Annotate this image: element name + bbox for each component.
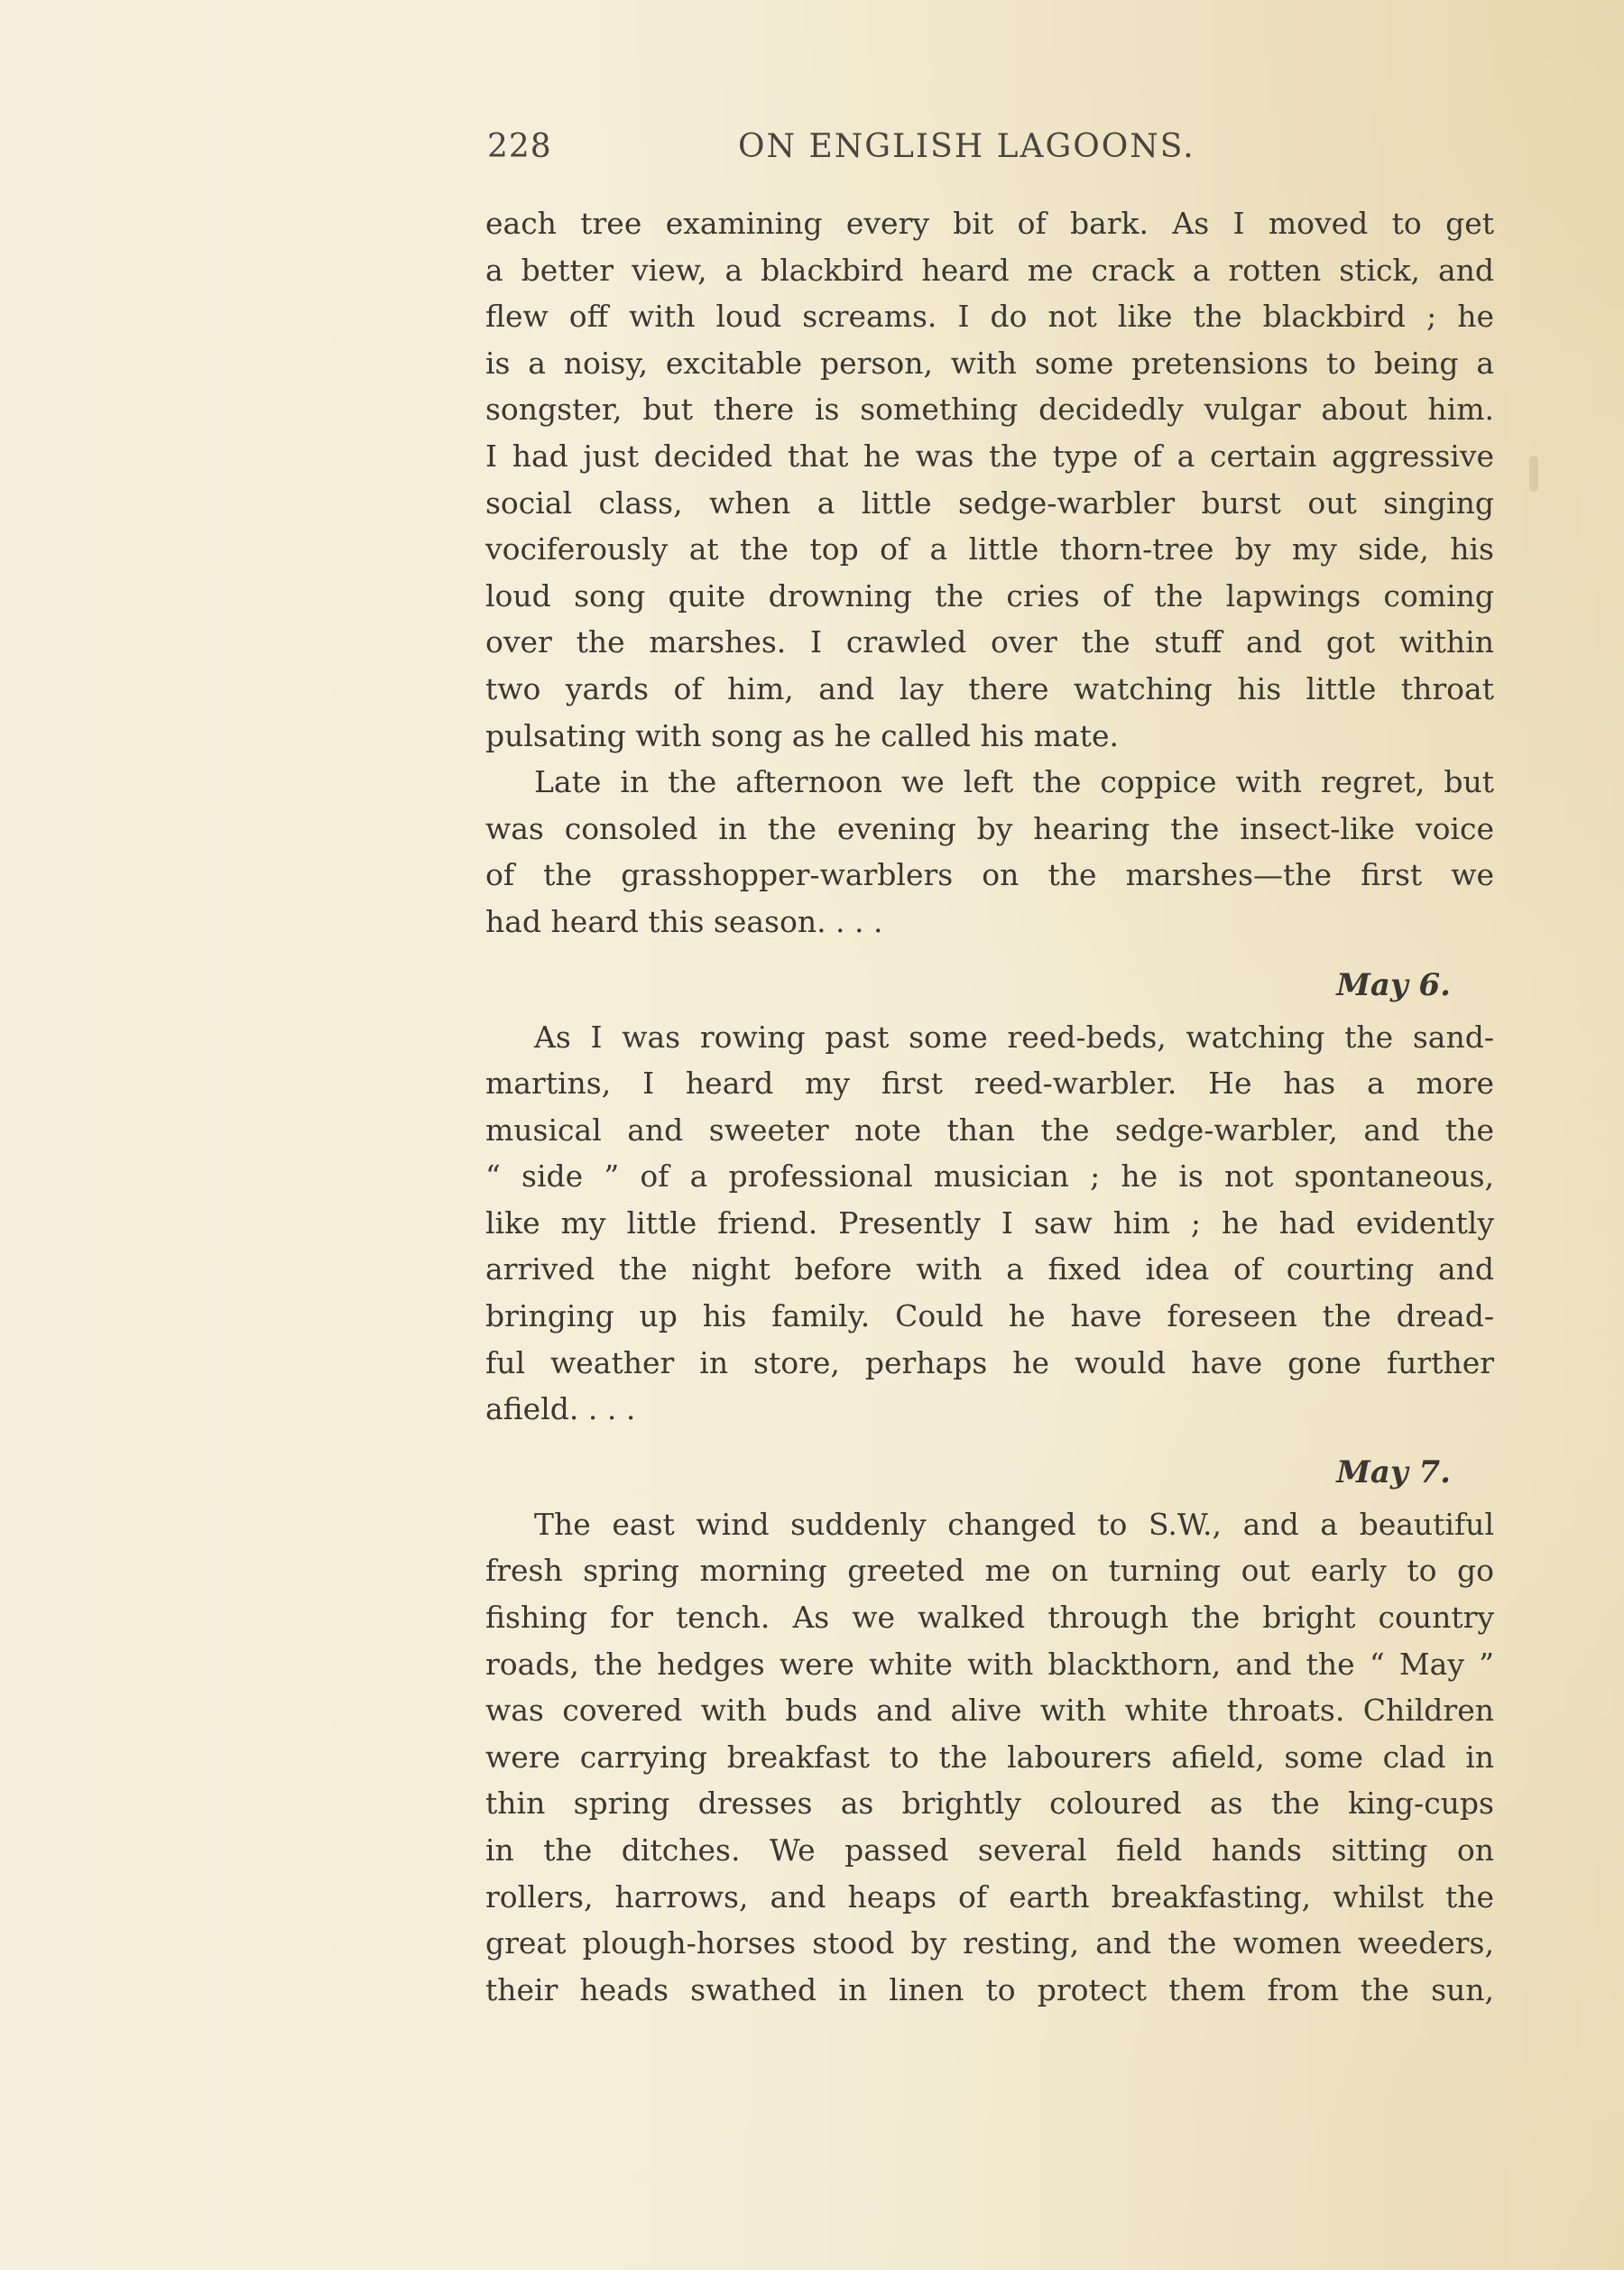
text-line: The east wind suddenly changed to S.W., and a beautiful xyxy=(534,1506,1494,1542)
text-line: had heard this season. . . . xyxy=(485,903,883,939)
text-line: ful weather in store, perhaps he would have gone further xyxy=(485,1344,1494,1380)
text-line: social class, when a little sedge-warbler burst out singing xyxy=(485,484,1494,521)
text-line: in the ditches. We passed several field hands sitting on xyxy=(485,1832,1494,1868)
date-heading-may-6: May 6. xyxy=(1336,966,1451,1003)
text-line: loud song quite drowning the cries of the lapwings coming xyxy=(485,577,1494,614)
text-line: afield. . . . xyxy=(485,1391,636,1427)
text-line: rollers, harrows, and heaps of earth breakfasting, whilst the xyxy=(485,1878,1494,1915)
text-line: bringing up his family. Could he have foreseen the dread- xyxy=(485,1298,1494,1334)
paper-smudge xyxy=(1529,456,1538,492)
text-line: fresh spring morning greeted me on turning out early to go xyxy=(485,1553,1494,1589)
text-line: pulsating with song as he called his mate. xyxy=(485,717,1119,753)
text-line: “ side ” of a professional musician ; he is not spontaneous, xyxy=(485,1158,1494,1195)
text-line: two yards of him, and lay there watching his little throat xyxy=(485,670,1494,706)
text-line: were carrying breakfast to the labourers afield, some clad in xyxy=(485,1739,1494,1775)
text-line: fishing for tench. As we walked through the bright country xyxy=(485,1600,1494,1636)
text-line: their heads swathed in linen to protect them from the sun, xyxy=(485,1971,1494,2007)
text-line: great plough-horses stood by resting, and the women weeders, xyxy=(485,1925,1494,1961)
text-line: I had just decided that he was the type of a certain aggressive xyxy=(485,438,1494,474)
page-header xyxy=(487,128,1498,182)
text-line: martins, I heard my first reed-warbler. He has a more xyxy=(485,1066,1494,1102)
text-line: like my little friend. Presently I saw him ; he had evidently xyxy=(485,1204,1494,1241)
text-line: roads, the hedges were white with blackthorn, and the “ May ” xyxy=(485,1646,1494,1682)
text-line: vociferously at the top of a little thorn-tree by my side, his xyxy=(485,531,1494,568)
text-line: As I was rowing past some reed-beds, watching the sand- xyxy=(534,1019,1494,1055)
text-line: flew off with loud screams. I do not like the blackbird ; he xyxy=(485,299,1494,335)
text-line: was consoled in the evening by hearing the insect-like voice xyxy=(485,810,1494,846)
text-line: thin spring dresses as brightly coloured as the king-cups xyxy=(485,1786,1494,1822)
text-line: arrived the night before with a fixed idea of courting and xyxy=(485,1251,1494,1287)
text-line: each tree examining every bit of bark. As I moved to get xyxy=(485,206,1494,241)
text-line: musical and sweeter note than the sedge-warbler, and the xyxy=(485,1112,1494,1148)
text-line: Late in the afternoon we left the coppice with regret, but xyxy=(534,764,1494,800)
page-number: 228 xyxy=(487,128,552,165)
date-heading-may-7: May 7. xyxy=(1336,1453,1451,1490)
body-text xyxy=(485,200,1494,2013)
text-line: a better view, a blackbird heard me crack a rotten stick, and xyxy=(485,252,1494,288)
text-line: of the grasshopper-warblers on the marshes—the first we xyxy=(485,857,1494,893)
text-line: was covered with buds and alive with white throats. Children xyxy=(485,1693,1494,1729)
text-line: over the marshes. I crawled over the stuff and got within xyxy=(485,624,1494,660)
running-title: ON ENGLISH LAGOONS. xyxy=(738,128,1195,165)
text-line: songster, but there is something decidedly vulgar about him. xyxy=(485,392,1494,428)
text-line: is a noisy, excitable person, with some pretensions to being a xyxy=(485,345,1494,381)
